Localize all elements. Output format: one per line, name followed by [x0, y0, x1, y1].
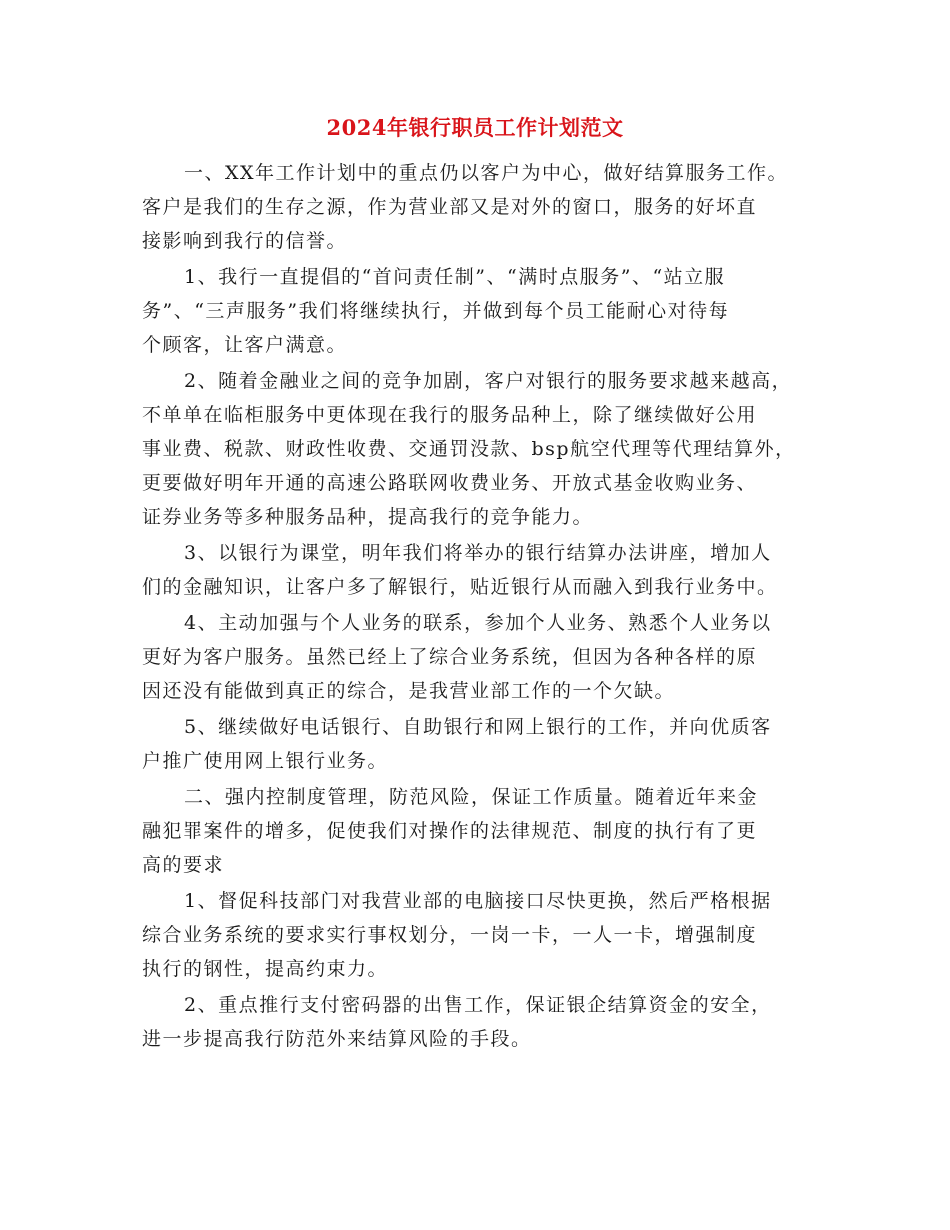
paragraph [142, 156, 832, 258]
paragraph-line: 接影响到我行的信誉。 [142, 230, 348, 252]
paragraph-line: 们的金融知识，让客户多了解银行，贴近银行从而融入到我行业务中。 [142, 576, 778, 598]
paragraph-line: 5、继续做好电话银行、自助银行和网上银行的工作，并向优质客 [184, 716, 772, 738]
paragraph-line: 一、XX年工作计划中的重点仍以客户为中心，做好结算服务工作。 [184, 162, 789, 184]
paragraph [142, 988, 832, 1056]
paragraph-line: 更要做好明年开通的高速公路联网收费业务、开放式基金收购业务、 [142, 472, 758, 494]
paragraph-line: 户推广使用网上银行业务。 [142, 750, 389, 772]
paragraph-line: 客户是我们的生存之源，作为营业部又是对外的窗口，服务的好坏直 [142, 196, 758, 218]
paragraph-line: 综合业务系统的要求实行事权划分，一岗一卡，一人一卡，增强制度 [142, 924, 758, 946]
paragraph [142, 884, 832, 986]
paragraph-line: 二、强内控制度管理，防范风险，保证工作质量。随着近年来金 [184, 786, 759, 808]
paragraph-line: 事业费、税款、财政性收费、交通罚没款、bsp航空代理等代理结算外， [142, 438, 796, 460]
paragraph-line: 个顾客，让客户满意。 [142, 334, 348, 356]
paragraph [142, 364, 832, 534]
paragraph-line: 务”、“三声服务”我们将继续执行，并做到每个员工能耐心对待每 [142, 300, 730, 322]
paragraph [142, 536, 832, 604]
paragraph-line: 进一步提高我行防范外来结算风险的手段。 [142, 1028, 532, 1050]
paragraph-line: 4、主动加强与个人业务的联系，参加个人业务、熟悉个人业务以 [184, 612, 772, 634]
paragraph-line: 1、督促科技部门对我营业部的电脑接口尽快更换，然后严格根据 [184, 890, 772, 912]
paragraph-line: 更好为客户服务。虽然已经上了综合业务系统，但因为各种各样的原 [142, 646, 758, 668]
paragraph-line: 3、以银行为课堂，明年我们将举办的银行结算办法讲座，增加人 [184, 542, 772, 564]
paragraph [142, 606, 832, 708]
paragraph-line: 执行的钢性，提高约束力。 [142, 958, 389, 980]
paragraph-line: 证券业务等多种服务品种，提高我行的竞争能力。 [142, 506, 594, 528]
document-title: 2024年银行职员工作计划范文 [326, 115, 624, 140]
paragraph [142, 260, 832, 362]
paragraph-line: 融犯罪案件的增多，促使我们对操作的法律规范、制度的执行有了更 [142, 820, 758, 842]
paragraph-line: 1、我行一直提倡的“首问责任制”、“满时点服务”、“站立服 [184, 266, 726, 288]
paragraph-line: 高的要求 [142, 854, 225, 876]
paragraph [142, 780, 832, 882]
paragraph [142, 710, 832, 778]
paragraph-line: 2、随着金融业之间的竞争加剧，客户对银行的服务要求越来越高， [184, 370, 793, 392]
paragraph-line: 2、重点推行支付密码器的出售工作，保证银企结算资金的安全， [184, 994, 772, 1016]
document-body [142, 156, 832, 1058]
paragraph-line: 不单单在临柜服务中更体现在我行的服务品种上，除了继续做好公用 [142, 404, 758, 426]
paragraph-line: 因还没有能做到真正的综合，是我营业部工作的一个欠缺。 [142, 680, 676, 702]
